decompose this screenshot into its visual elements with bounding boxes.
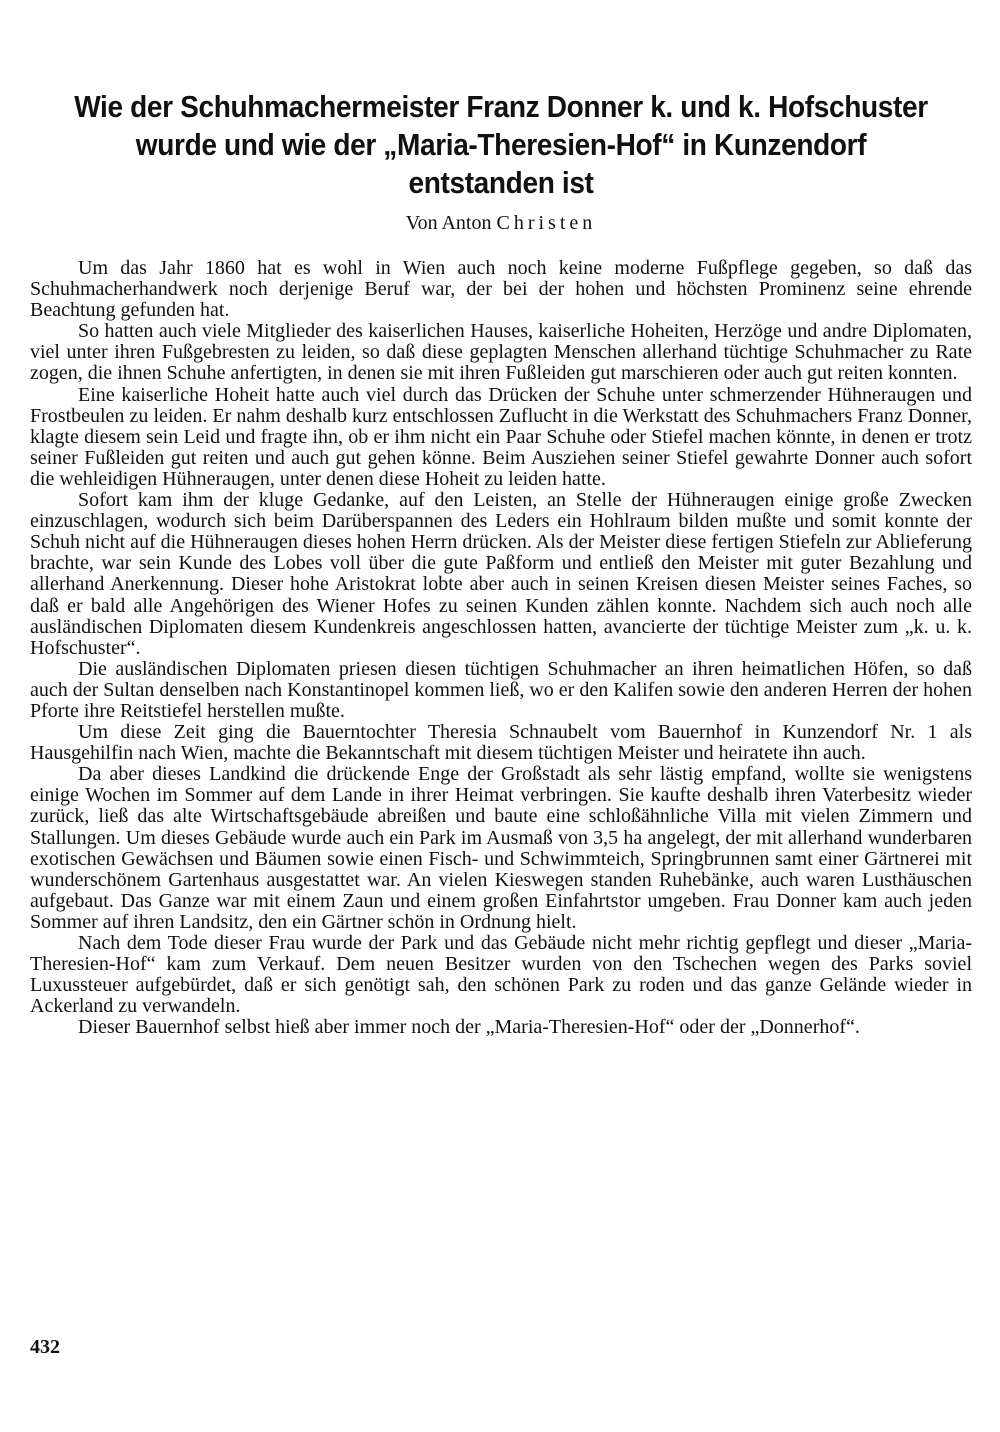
paragraph-6: Um diese Zeit ging die Bauerntochter Theresia Schnaubelt vom Bauernhof in Kunzendorf Nr. 1 als Hausgehilfin nach Wien, machte die Bekanntschaft mit diesem tüchtigen Meister und heiratete ihn auch.	[30, 721, 972, 765]
article-title	[68, 88, 935, 202]
byline	[30, 212, 972, 235]
paragraph-5: Die ausländischen Diplomaten priesen diesen tüchtigen Schuhmacher an ihren heimatlichen Höfen, so daß auch der Sultan denselben nach Konstantinopel kommen ließ, wo er den Kalifen sowie den anderen Herren der hohen Pforte ihre Reitstiefel herstellen mußte.	[30, 657, 972, 722]
byline-prefix: Von Anton	[405, 212, 492, 234]
paragraph-3: Eine kaiserliche Hoheit hatte auch viel durch das Drücken der Schuhe unter schmerzender Hühneraugen und Frostbeulen zu leiden. Er nahm deshalb kurz entschlossen Zuflucht in die Werkstatt des Schuhmachers Franz Donner, klagte diesem sein Leid und fragte ihn, ob er ihm nicht ein Paar Schuhe oder Stiefel machen könnte, in denen er trotz seiner Fußleiden gut reiten und auch gut gehen könne. Beim Ausziehen seiner Stiefel gewahrte Donner auch sofort die wehleidigen Hühneraugen, unter denen diese Hoheit zu leiden hatte.	[30, 383, 972, 490]
paragraph-7: Da aber dieses Landkind die drückende Enge der Großstadt als sehr lästig empfand, wollte sie wenigstens einige Wochen im Sommer auf dem Lande in ihrer Heimat verbringen. Sie kaufte deshalb ihren Vaterbesitz wieder zurück, ließ das alte Wirtschaftsgebäude abreißen und baute eine schloßähnliche Villa mit vielen Zimmern und Stallungen. Um dieses Gebäude wurde auch ein Park im Ausmaß von 3,5 ha angelegt, der mit allerhand wunderbaren exotischen Gewächsen und Bäumen sowie einen Fisch- und Schwimmteich, Springbrunnen samt einer Gärtnerei mit wunderschönem Gartenhaus ausgestattet war. An vielen Kieswegen standen Ruhebänke, auch waren Lusthäuschen aufgebaut. Das Ganze war mit einem Zaun und einem großen Einfahrtstor umgeben. Frau Donner kam auch jeden Sommer auf ihren Landsitz, den ein Gärtner schön in Ordnung hielt.	[30, 763, 972, 933]
title-line-1: Wie der Schuhmachermeister Franz Donner k. und k. Hofschuster	[74, 90, 928, 124]
article	[30, 88, 972, 1038]
paragraph-8: Nach dem Tode dieser Frau wurde der Park und das Gebäude nicht mehr richtig gepflegt und dieser „Maria-Theresien-Hof“ kam zum Verkauf. Dem neuen Besitzer wurden von den Tschechen wegen des Parks soviel Luxussteuer aufgebürdet, daß er sich genötigt sah, den schönen Park zu roden und das ganze Gelände wieder in Ackerland zu verwandeln.	[30, 932, 972, 1018]
paragraph-2: So hatten auch viele Mitglieder des kaiserlichen Hauses, kaiserliche Hoheiten, Herzöge und andre Diplomaten, viel unter ihren Fußgebresten zu leiden, so daß diese geplagten Menschen allerhand tüchtige Schuhmacher zu Rate zogen, die ihnen Schuhe anfertigten, in denen sie mit ihren Fußleiden gut marschieren oder auch gut reiten konnten.	[30, 320, 972, 385]
paragraph-1: Um das Jahr 1860 hat es wohl in Wien auch noch keine moderne Fußpflege gegeben, so daß das Schuhmacherhandwerk noch derjenige Beruf war, der bei der hohen und höchsten Prominenz seine ehrende Beachtung gefunden hat.	[30, 257, 972, 322]
title-line-3: entstanden ist	[408, 166, 594, 200]
paragraph-9: Dieser Bauernhof selbst hieß aber immer noch der „Maria-Theresien-Hof“ oder der „Donnerhof“.	[78, 1016, 860, 1039]
article-body	[30, 258, 972, 1038]
title-line-2: wurde und wie der „Maria-Theresien-Hof“ in Kunzendorf	[135, 128, 867, 162]
page-number: 432	[30, 1336, 60, 1358]
paragraph-4: Sofort kam ihm der kluge Gedanke, auf den Leisten, an Stelle der Hühneraugen einige große Zwecken einzuschlagen, wodurch sich beim Darüberspannen des Leders ein Hohlraum bilden mußte und somit konnte der Schuh nicht auf die Hühneraugen dieses hohen Herrn drücken. Als der Meister diese fertigen Stiefeln zur Ablieferung brachte, war sein Kunde des Lobes voll über die gute Paßform und entließ den Meister mit guter Bezahlung und allerhand Anerkennung. Dieser hohe Aristokrat lobte aber auch in seinen Kreisen diesen Meister seines Faches, so daß er bald alle Angehörigen des Wiener Hofes zu seinen Kunden zählen konnte. Nachdem sich auch noch alle ausländischen Diplomaten diesem Kundenkreis angeschlossen hatten, avancierte der tüchtige Meister zum „k. u. k. Hofschuster“.	[30, 489, 972, 659]
byline-author: Christen	[496, 212, 597, 234]
